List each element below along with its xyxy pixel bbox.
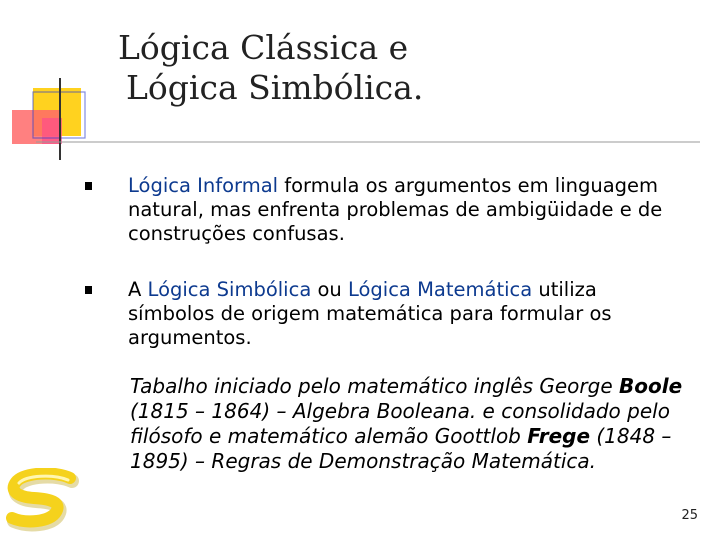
bullet-text: [128, 278, 612, 349]
s-logo-icon: [4, 468, 80, 532]
page-number: 25: [681, 508, 698, 523]
highlight-term: Lógica Simbólica: [147, 278, 312, 301]
bullet-square-icon: [85, 286, 92, 294]
history-paragraph: [130, 374, 690, 474]
title-line-1: Lógica Clássica e: [118, 28, 409, 67]
highlight-term: Lógica Informal: [128, 174, 279, 197]
paragraph-part: (1848 – 1895) – Regras de Demonstração Matemática.: [130, 424, 672, 473]
paragraph-part: (1815 – 1864) – Algebra Booleana. e consolidado pelo filósofo e matemático alemão Goottlob: [130, 399, 670, 448]
slide-title: [118, 28, 678, 108]
bullet-item: [82, 278, 682, 350]
bullet-list: [82, 174, 682, 382]
name-frege: Frege: [527, 424, 591, 448]
bullet-text: [128, 174, 662, 245]
bullet-square-icon: [85, 182, 92, 190]
highlight-term: Lógica Matemática: [347, 278, 533, 301]
title-line-2: Lógica Simbólica.: [126, 68, 424, 107]
paragraph-part: Tabalho iniciado pelo matemático inglês George: [130, 374, 619, 398]
bullet-text-part: formula os argumentos em linguagem natural, mas enfrenta problemas de ambigüidade e de construções confusas.: [128, 174, 663, 245]
bullet-text-part: ou: [311, 278, 348, 301]
bullet-text-part: utiliza símbolos de origem matemática para formular os argumentos.: [128, 278, 612, 349]
bullet-text-part: A: [128, 278, 148, 301]
name-boole: Boole: [618, 374, 683, 398]
bullet-item: [82, 174, 682, 246]
